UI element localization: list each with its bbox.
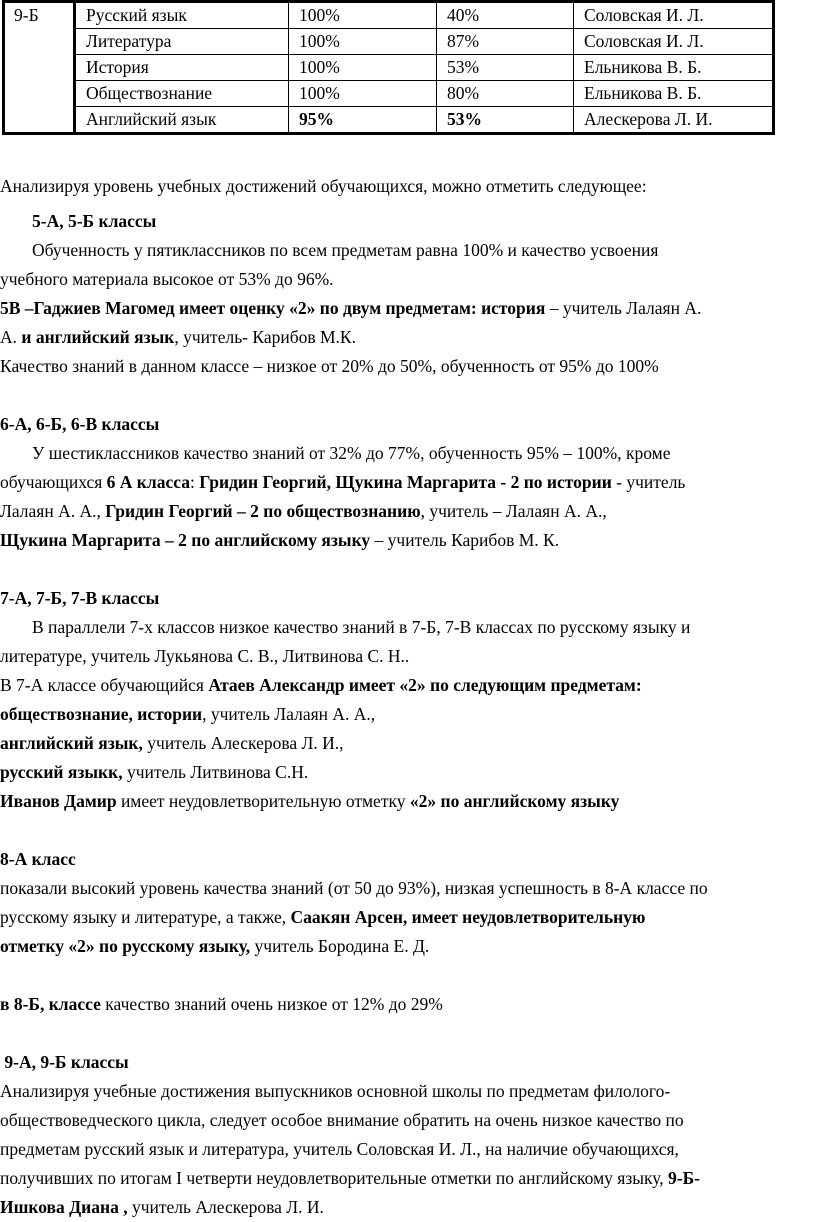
paragraph-line: литературе, учитель Лукьянова С. В., Литвинова С. Н..	[0, 646, 410, 666]
table-row	[4, 2, 774, 29]
quality-cell: 53%	[437, 55, 574, 81]
text: качество знаний очень низкое от 12% до 29%	[100, 994, 443, 1014]
bold-text: русский языкк,	[0, 762, 123, 782]
paragraph-line	[0, 1193, 816, 1222]
paragraph-line	[0, 990, 816, 1019]
subject-cell: Русский язык	[75, 2, 289, 29]
success-cell: 100%	[289, 55, 437, 81]
paragraph-line	[0, 729, 816, 758]
paragraph-line	[0, 758, 816, 787]
text: – учитель Лалаян А.	[545, 298, 702, 318]
success-cell: 100%	[289, 2, 437, 29]
subject-cell: Литература	[75, 29, 289, 55]
quality-cell: 80%	[437, 81, 574, 107]
paragraph-line: У шестиклассников качество знаний от 32% до 77%, обученность 95% – 100%, кроме	[32, 443, 671, 463]
paragraph-line: Обученность у пятиклассников по всем предметам равна 100% и качество усвоения	[32, 240, 659, 260]
paragraph-line: учебного материала высокое от 53% до 96%.	[0, 269, 334, 289]
intro-paragraph: Анализируя уровень учебных достижений обучающихся, можно отметить следующее:	[0, 176, 647, 196]
bold-text: отметку «2» по русскому языку,	[0, 936, 251, 956]
bold-text: 5В –Гаджиев Магомед имеет оценку «2» по двум предметам: история	[0, 298, 546, 318]
paragraph-line	[0, 468, 816, 497]
paragraph-line	[0, 1164, 816, 1193]
text: русскому языку и литературе, а также,	[0, 907, 291, 927]
quality-cell: 53%	[437, 107, 574, 134]
text: - учитель	[611, 472, 686, 492]
bold-text: английский язык,	[0, 733, 143, 753]
bold-text: Атаев Александр имеет «2» по следующим предметам:	[208, 675, 642, 695]
text: обучающихся	[0, 472, 107, 492]
document-body	[0, 172, 816, 1222]
text: учитель Алескерова Л. И.	[127, 1197, 324, 1217]
success-cell: 100%	[289, 29, 437, 55]
section-heading-7: 7-А, 7-Б, 7-В классы	[0, 588, 160, 608]
bold-text: Иванов Дамир	[0, 791, 117, 811]
bold-text: и английский язык	[17, 327, 175, 347]
table-row	[4, 81, 774, 107]
section-heading-8a: 8-А класс	[0, 849, 76, 869]
text: – учитель Карибов М. К.	[370, 530, 560, 550]
bold-text: Ишкова Диана ,	[0, 1197, 128, 1217]
text: имеет неудовлетворительную отметку	[116, 791, 410, 811]
paragraph-line	[0, 323, 816, 352]
section-heading-5: 5-А, 5-Б классы	[32, 211, 157, 231]
success-cell: 95%	[289, 107, 437, 134]
bold-text: Гридин Георгий, Щукина Маргарита - 2 по истории	[199, 472, 612, 492]
class-cell: 9-Б	[4, 2, 75, 134]
paragraph-line: Анализируя учебные достижения выпускников основной школы по предметам филолого-	[0, 1081, 671, 1101]
paragraph-line	[0, 787, 816, 816]
text: учитель Бородина Е. Д.	[250, 936, 430, 956]
bold-text: «2» по английскому языку	[409, 791, 620, 811]
paragraph-line	[0, 700, 816, 729]
grades-table	[2, 0, 775, 135]
bold-text: Щукина Маргарита – 2 по английскому языку	[0, 530, 371, 550]
section-heading-9: 9-А, 9-Б классы	[0, 1052, 129, 1072]
success-cell: 100%	[289, 81, 437, 107]
text: :	[189, 472, 200, 492]
paragraph-line	[0, 932, 816, 961]
bold-text: 9-Б-	[668, 1168, 700, 1188]
subject-cell: История	[75, 55, 289, 81]
text: , учитель- Карибов М.К.	[174, 327, 356, 347]
text: учитель Алескерова Л. И.,	[142, 733, 344, 753]
table-row	[4, 55, 774, 81]
table-row	[4, 29, 774, 55]
paragraph-line: предметам русский язык и литература, учитель Соловская И. Л., на наличие обучающихся,	[0, 1139, 679, 1159]
paragraph-line	[0, 671, 816, 700]
text: учитель Литвинова С.Н.	[122, 762, 309, 782]
text: получивших по итогам I четверти неудовлетворительные отметки по английскому языку,	[0, 1168, 669, 1188]
bold-text: 6 А класса	[106, 472, 190, 492]
paragraph-line: показали высокий уровень качества знаний (от 50 до 93%), низкая успешность в 8-А классе по	[0, 878, 708, 898]
teacher-cell: Алескерова Л. И.	[574, 107, 774, 134]
table-row	[4, 107, 774, 134]
text: В 7-А классе обучающийся	[0, 675, 209, 695]
bold-text: в 8-Б, классе	[0, 994, 101, 1014]
bold-text: обществознание, истории	[0, 704, 203, 724]
teacher-cell: Соловская И. Л.	[574, 2, 774, 29]
text: , учитель – Лалаян А. А.,	[420, 501, 607, 521]
teacher-cell: Ельникова В. Б.	[574, 55, 774, 81]
paragraph-line	[0, 497, 816, 526]
quality-cell: 87%	[437, 29, 574, 55]
section-heading-6: 6-А, 6-Б, 6-В классы	[0, 414, 160, 434]
text: А.	[0, 327, 18, 347]
text: Лалаян А. А.,	[0, 501, 106, 521]
paragraph-line: обществоведческого цикла, следует особое внимание обратить на очень низкое качество по	[0, 1110, 684, 1130]
paragraph-line: В параллели 7-х классов низкое качество знаний в 7-Б, 7-В классах по русскому языку и	[32, 617, 691, 637]
teacher-cell: Ельникова В. Б.	[574, 81, 774, 107]
paragraph-line: Качество знаний в данном классе – низкое от 20% до 50%, обученность от 95% до 100%	[0, 356, 659, 376]
bold-text: Гридин Георгий – 2 по обществознанию	[105, 501, 421, 521]
text: , учитель Лалаян А. А.,	[202, 704, 376, 724]
paragraph-line	[0, 903, 816, 932]
teacher-cell: Соловская И. Л.	[574, 29, 774, 55]
bold-text: Саакян Арсен, имеет неудовлетворительную	[290, 907, 646, 927]
subject-cell: Обществознание	[75, 81, 289, 107]
paragraph-line	[0, 526, 816, 555]
subject-cell: Английский язык	[75, 107, 289, 134]
paragraph-line	[0, 294, 816, 323]
quality-cell: 40%	[437, 2, 574, 29]
